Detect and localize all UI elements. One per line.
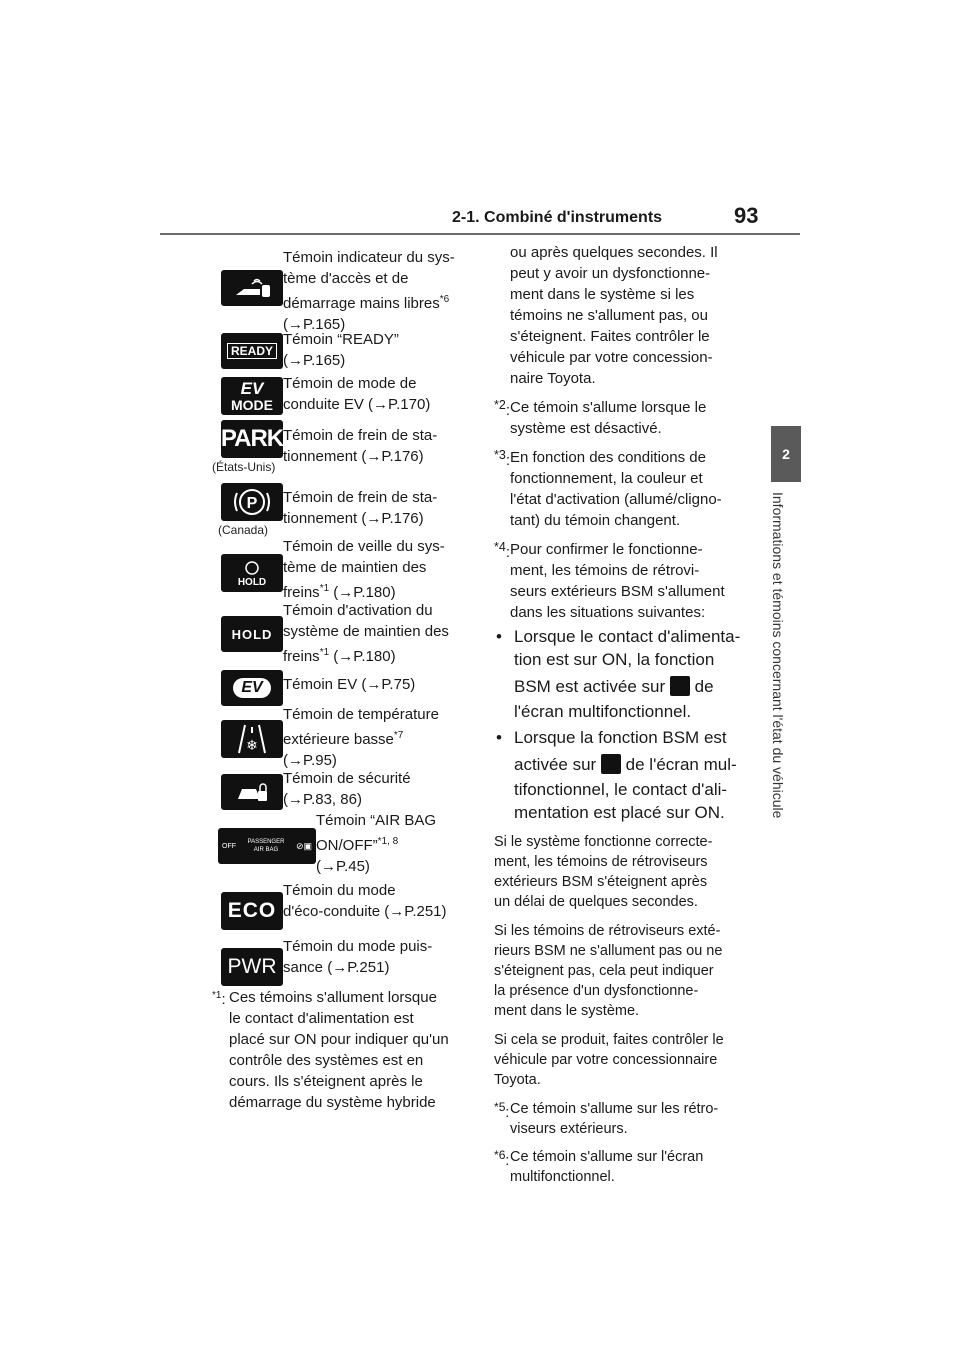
ev-indicator-icon: EV (221, 670, 283, 706)
footnote-6: $^{*6}$: Ce témoin s'allume sur l'écran multifonctionnel. (494, 1148, 704, 1185)
row-text: Témoin de température (283, 706, 439, 723)
page-ref: (→P.180) (329, 648, 396, 665)
brake-hold-standby-icon: HOLD (221, 554, 283, 592)
icon-letter: P (246, 495, 258, 512)
page-ref: (→P.95) (283, 752, 337, 769)
park-indicator-icon: PARK (221, 420, 283, 458)
row-text: freins (283, 584, 320, 601)
page-header (160, 203, 800, 235)
power-mode-icon: PWR (221, 948, 283, 986)
eco-mode-icon: ECO (221, 892, 283, 930)
smart-key-indicator-icon (221, 270, 283, 306)
security-indicator-icon (221, 774, 283, 810)
footnote-text: le contact d'alimentation est (229, 1010, 414, 1027)
footnote-1-continued: ou après quelques secondes. Il peut y avoir un dysfonctionne- ment dans le système si les témoins ne s'allument pas, ou s'éteignent. Faites contrôler le véhicule par votre concession- naire Toyota. (510, 244, 718, 387)
svg-text:❄: ❄ (246, 738, 258, 754)
header-rule (160, 233, 800, 235)
row-text: freins (283, 648, 320, 665)
footnote-mark: *6 (494, 1148, 506, 1162)
footnote-ref: *7 (393, 730, 404, 741)
settings-gear-icon (670, 676, 690, 696)
footnote-text: Ces témoins s'allument lorsque (229, 989, 437, 1006)
row-text: démarrage mains libres (283, 295, 440, 312)
row-text: ON/OFF” (316, 837, 378, 854)
page-ref: (→P.165) (283, 316, 346, 333)
row-text: Témoin d'activation du (283, 602, 433, 619)
row-text: Témoin “READY” (283, 331, 399, 348)
chapter-tab (771, 426, 801, 482)
row-text: Témoin “AIR BAG (316, 812, 437, 829)
airbag-on-off-icon: OFF PASSENGER AIR BAG ⊘▣ (218, 828, 316, 864)
row-text: tionnement (→P.176) (283, 510, 424, 527)
row-text: Témoin de veille du sys- (283, 538, 445, 555)
paragraph: Si le système fonctionne correcte- ment, les témoins de rétroviseurs extérieurs BSM s'éteignent après un délai de quelques secondes. (494, 834, 713, 910)
region-label: (États-Unis) (212, 460, 276, 474)
ready-indicator-icon: READY (221, 333, 283, 369)
row-text: système de maintien des (283, 623, 449, 640)
row-text: d'éco-conduite (→P.251) (283, 903, 447, 920)
footnote-ref: *1, 8 (377, 836, 399, 847)
row-text: conduite EV (→P.170) (283, 396, 431, 413)
footnote-5: $^{*5}$: Ce témoin s'allume sur les rétro- viseurs extérieurs. (494, 1100, 719, 1137)
row-text: Témoin du mode (283, 882, 396, 899)
footnote-mark: *2 (494, 398, 506, 412)
section-title: 2-1. Combiné d'instruments (452, 209, 663, 226)
region-label: (Canada) (218, 523, 269, 537)
footnote-ref: *1 (319, 583, 330, 594)
paragraph: Si les témoins de rétroviseurs exté- rieurs BSM ne s'allument pas ou ne s'éteignent pas, cela peut indiquer la présence d'un dysfonctionne- ment dans le système. (494, 923, 723, 1019)
footnote-3: $^{*3}$: En fonction des conditions de fonctionnement, la couleur et l'état d'activation (allumé/cligno- tant) du témoin changent. (494, 448, 722, 529)
chapter-title-vertical: Informations et témoins concernant l'état du véhicule (770, 492, 786, 819)
row-text: Témoin de frein de sta- (283, 489, 438, 506)
settings-gear-icon (601, 754, 621, 774)
row-text: extérieure basse (283, 731, 394, 748)
row-text: Témoin de mode de (283, 375, 417, 392)
bullet-item: • Lorsque la fonction BSM est activée sur de l'écran mul- tifonctionnel, le contact d'ali- mentation est placé sur ON. (496, 728, 737, 822)
footnote-text: contrôle des systèmes est en (229, 1052, 424, 1069)
chapter-number: 2 (782, 446, 790, 462)
page-ref: (→P.83, 86) (283, 791, 362, 808)
footnote-mark: *4 (494, 540, 506, 554)
footnote-mark: *1 (212, 990, 222, 1001)
paragraph: Si cela se produit, faites contrôler le véhicule par votre concessionnaire Toyota. (494, 1032, 724, 1088)
footnote-4: $^{*4}$: Pour confirmer le fonctionne- ment, les témoins de rétrovi- seurs extérieurs BSM s'allument dans les situations suivantes: (494, 540, 725, 621)
row-text: tionnement (→P.176) (283, 448, 424, 465)
footnote-ref: *1 (319, 647, 330, 658)
footnote-text: placé sur ON pour indiquer qu'un (229, 1031, 449, 1048)
footnote-mark: *5 (494, 1100, 506, 1114)
ev-mode-indicator-icon: EV MODE (221, 377, 283, 415)
footnote-ref: *6 (439, 294, 450, 305)
page-ref: (→P.165) (283, 352, 346, 369)
parking-brake-p-icon (221, 483, 283, 521)
bullet-item: • Lorsque le contact d'alimenta- tion est sur ON, la fonction BSM est activée sur de l'écran multifonctionnel. (496, 627, 741, 721)
footnote-text: démarrage du système hybride (229, 1094, 436, 1111)
row-text: Témoin de sécurité (283, 770, 411, 787)
footnote-text: cours. Ils s'éteignent après le (229, 1073, 423, 1090)
low-temperature-icon (221, 720, 283, 758)
footnote-1: $^{*1}$: Ces témoins s'allument lorsque le contact d'alimentation est placé sur ON pour indiquer qu'un contrôle des systèmes est en cours. Ils s'éteignent après le démarrage du système hybride (212, 987, 470, 1113)
page-ref: (→P.180) (329, 584, 396, 601)
footnote-2: $^{*2}$: Ce témoin s'allume lorsque le système est désactivé. (494, 398, 707, 437)
row-text: tème d'accès et de (283, 270, 409, 287)
row-text: Témoin indicateur du sys- (283, 249, 455, 266)
row-text: Témoin EV (→P.75) (283, 676, 416, 693)
row-text: tème de maintien des (283, 559, 427, 576)
footnote-mark: *3 (494, 448, 506, 462)
brake-hold-operated-icon: HOLD (221, 616, 283, 652)
row-text: sance (→P.251) (283, 959, 390, 976)
page-number: 93 (734, 203, 759, 228)
right-column (494, 242, 746, 1187)
page-ref: (→P.45) (316, 858, 370, 875)
row-text: Témoin de frein de sta- (283, 427, 438, 444)
row-text: Témoin du mode puis- (283, 938, 433, 955)
